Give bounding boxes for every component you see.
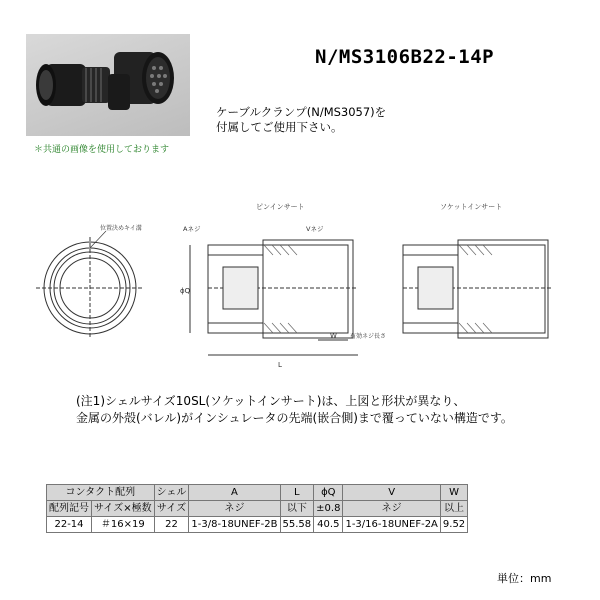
cell-q: 40.5: [314, 517, 343, 533]
clamp-note: [216, 105, 386, 135]
v-header-2: ネジ: [343, 501, 440, 517]
socket-side-view: [403, 240, 553, 338]
cell-size: ＃16×19: [92, 517, 155, 533]
socket-insert-label: ソケットインサート: [440, 203, 503, 211]
shell-header-2: サイズ: [154, 501, 189, 517]
shell-note: [76, 393, 513, 427]
cell-l: 55.58: [280, 517, 314, 533]
connector-left-image: [36, 64, 110, 106]
connector-right-image: [108, 52, 174, 110]
a-header-1: A: [189, 485, 280, 501]
shell-note-line1: (注1)シェルサイズ10SL(ソケットインサート)は、上図と形状が異なり、: [76, 394, 466, 408]
table-row: [47, 517, 468, 533]
spec-table: [46, 484, 468, 533]
q-header-1: ϕQ: [314, 485, 343, 501]
unit-label: 単位：mm: [497, 572, 552, 585]
a-thread-label: Aネジ: [183, 225, 201, 233]
clamp-note-line2: 付属してご使用下さい。: [216, 120, 343, 134]
w-header-2: 以上: [440, 501, 467, 517]
v-header-1: V: [343, 485, 440, 501]
page-title: N/MS3106B22-14P: [315, 46, 495, 68]
cell-layout: 22-14: [47, 517, 92, 533]
clamp-note-line1: ケーブルクランプ(N/MS3057)を: [216, 105, 387, 119]
table-header-row-1: [47, 485, 468, 501]
cell-w: 9.52: [440, 517, 467, 533]
a-header-2: ネジ: [189, 501, 280, 517]
cell-shell: 22: [154, 517, 189, 533]
table-header-row-2: [47, 501, 468, 517]
q-dim-label: ϕQ: [180, 287, 191, 295]
key-groove-label: 位置決めキイ溝: [100, 225, 142, 232]
contact-layout-header: コンタクト配列: [47, 485, 155, 501]
l-header-1: L: [280, 485, 314, 501]
w-header-1: W: [440, 485, 467, 501]
l-header-2: 以下: [280, 501, 314, 517]
thread-length-label: 有効ネジ長さ: [350, 333, 387, 340]
pin-insert-label: ピンインサート: [256, 203, 305, 211]
shell-header-1: シェル: [154, 485, 189, 501]
q-header-2: ±0.8: [314, 501, 343, 517]
size-count-header: サイズ×極数: [92, 501, 155, 517]
product-photo: [26, 34, 190, 136]
shell-note-line2: 金属の外殻(バレル)がインシュレータの先端(嵌合側)まで覆っていない構造です。: [76, 411, 513, 425]
technical-drawing: [28, 195, 568, 380]
w-dim-label: W: [330, 332, 337, 340]
l-dim-label: L: [278, 361, 282, 369]
photo-note: ＊共通の画像を使用しております: [34, 145, 170, 155]
cell-a: 1-3/8-18UNEF-2B: [189, 517, 280, 533]
layout-code-header: 配列記号: [47, 501, 92, 517]
cell-v: 1-3/16-18UNEF-2A: [343, 517, 440, 533]
v-thread-label: Vネジ: [306, 225, 324, 233]
front-view: [36, 231, 144, 339]
